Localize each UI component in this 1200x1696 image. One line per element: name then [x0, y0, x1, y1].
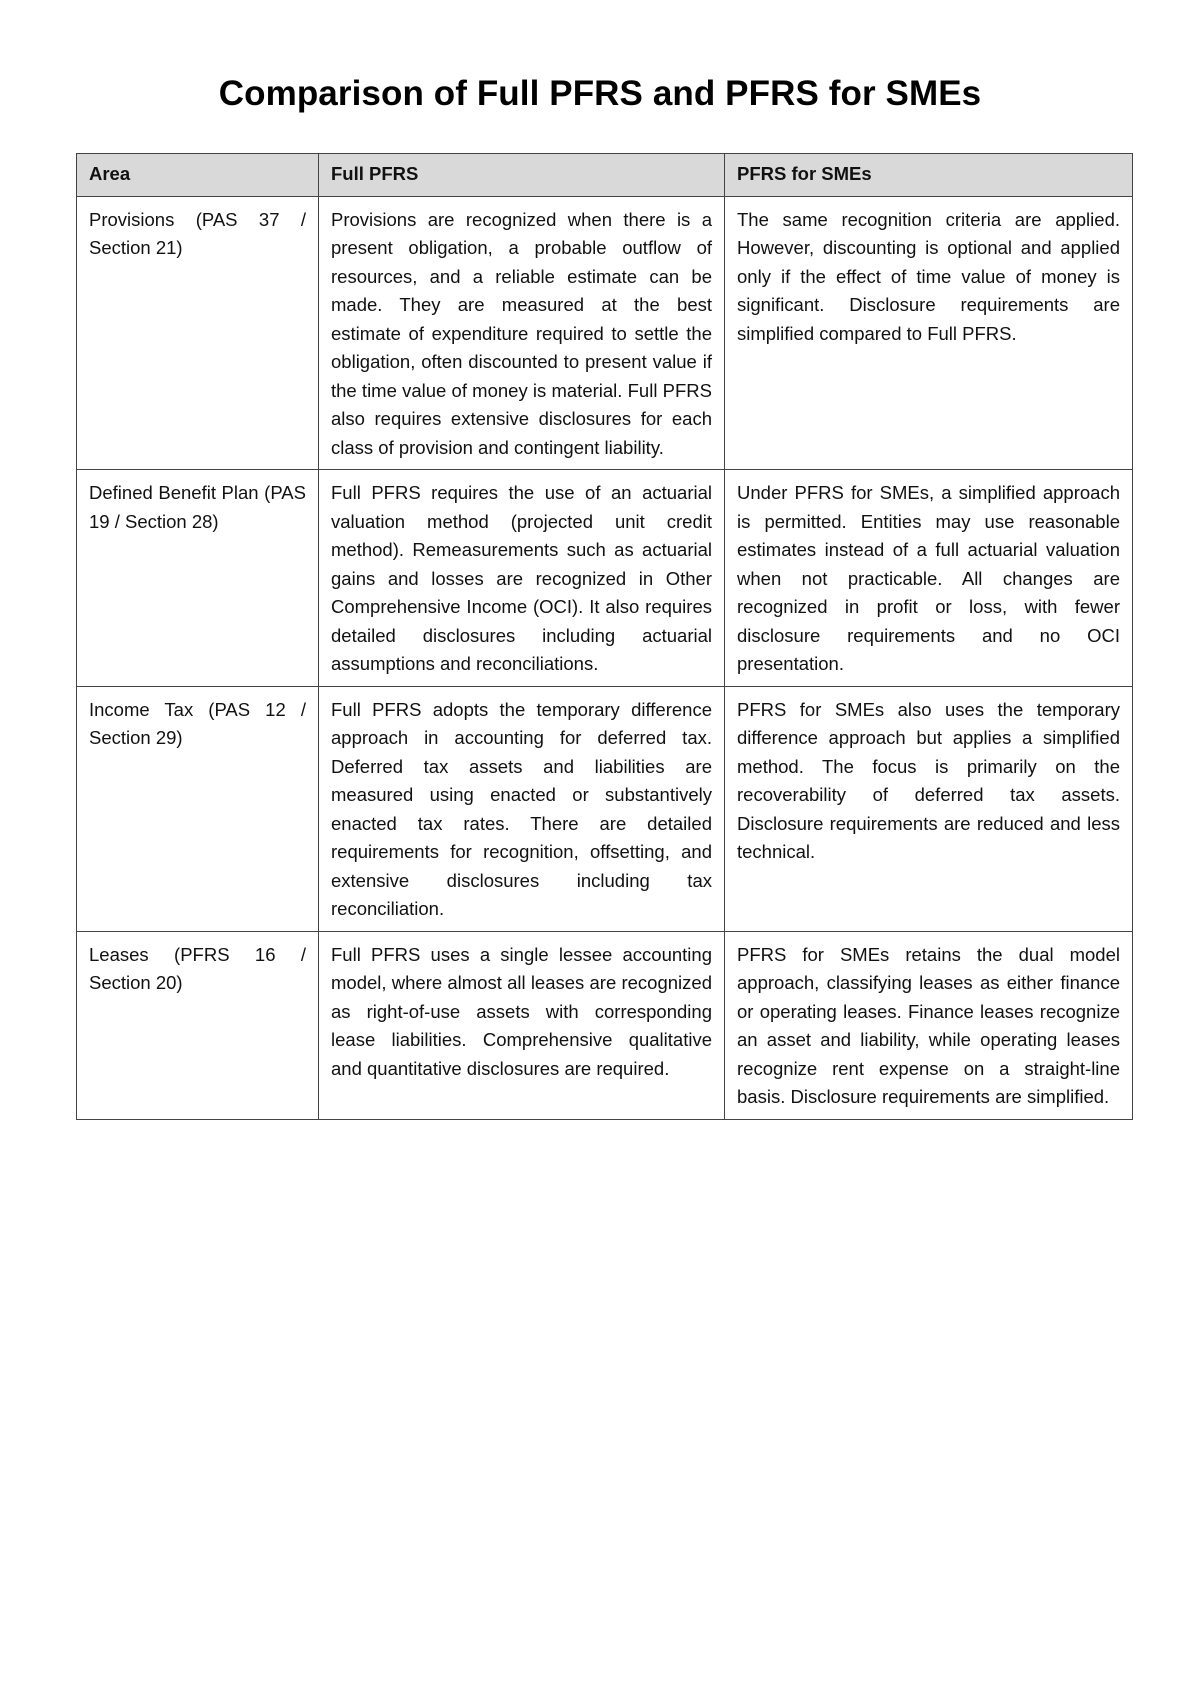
page-title: Comparison of Full PFRS and PFRS for SMEs: [218, 74, 982, 113]
table-body: [77, 196, 1133, 1119]
cell-pfrs-smes: PFRS for SMEs retains the dual model approach, classifying leases as either finance or operating leases. Finance leases recognize an asset and liability, while operating leases recognize rent expense on a straight-line basis. Disclosure requirements are simplified.: [725, 931, 1133, 1119]
cell-full-pfrs: Full PFRS adopts the temporary difference approach in accounting for deferred tax. Deferred tax assets and liabilities are measured using enacted or substantively enacted tax rates. There are detailed requirements for recognition, offsetting, and extensive disclosures including tax reconciliation.: [319, 686, 725, 931]
header-full-pfrs: Full PFRS: [319, 154, 725, 197]
header-row: [77, 154, 1133, 197]
table-row: [77, 196, 1133, 470]
header-pfrs-smes: PFRS for SMEs: [725, 154, 1133, 197]
cell-full-pfrs: Full PFRS requires the use of an actuarial valuation method (projected unit credit method). Remeasurements such as actuarial gains and losses are recognized in Other Comprehensive Income (OCI). It also requires detailed disclosures including actuarial assumptions and reconciliations.: [319, 470, 725, 687]
cell-pfrs-smes: PFRS for SMEs also uses the temporary difference approach but applies a simplified method. The focus is primarily on the recoverability of deferred tax assets. Disclosure requirements are reduced and less technical.: [725, 686, 1133, 931]
cell-pfrs-smes: The same recognition criteria are applied. However, discounting is optional and applied only if the effect of time value of money is significant. Disclosure requirements are simplified compared to Full PFRS.: [725, 196, 1133, 470]
comparison-table: [76, 153, 1133, 1120]
cell-area: Defined Benefit Plan (PAS 19 / Section 28): [77, 470, 319, 687]
cell-full-pfrs: Provisions are recognized when there is a present obligation, a probable outflow of resources, and a reliable estimate can be made. They are measured at the best estimate of expenditure required to settle the obligation, often discounted to present value if the time value of money is material. Full PFRS also requires extensive disclosures for each class of provision and contingent liability.: [319, 196, 725, 470]
cell-area: Leases (PFRS 16 / Section 20): [77, 931, 319, 1119]
cell-full-pfrs: Full PFRS uses a single lessee accounting model, where almost all leases are recognized as right-of-use assets with corresponding lease liabilities. Comprehensive qualitative and quantitative disclosures are required.: [319, 931, 725, 1119]
cell-pfrs-smes: Under PFRS for SMEs, a simplified approach is permitted. Entities may use reasonable estimates instead of a full actuarial valuation when not practicable. All changes are recognized in profit or loss, with fewer disclosure requirements and no OCI presentation.: [725, 470, 1133, 687]
table-row: [77, 931, 1133, 1119]
cell-area: Income Tax (PAS 12 / Section 29): [77, 686, 319, 931]
table-row: [77, 686, 1133, 931]
table-header: [77, 154, 1133, 197]
cell-area: Provisions (PAS 37 / Section 21): [77, 196, 319, 470]
table-row: [77, 470, 1133, 687]
header-area: Area: [77, 154, 319, 197]
